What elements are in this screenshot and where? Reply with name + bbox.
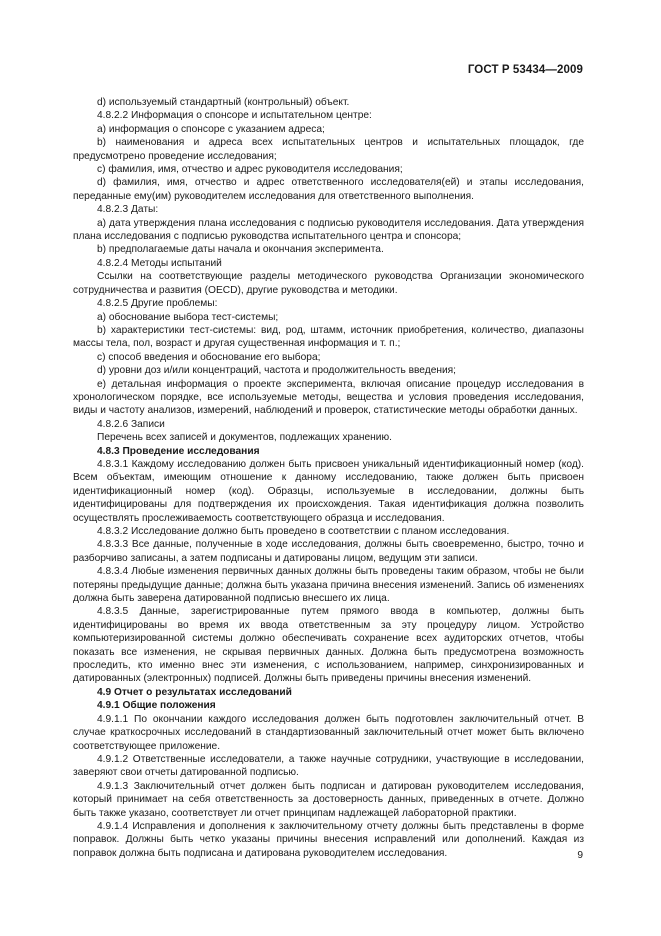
list-item-e: e) детальная информация о проекте эксперимента, включая описание процедур исследования в хронологическом порядке, все используемые методы, вещества и условия проведения исследования, виды и частоту анализов, измерений, наблюдений и проверок, статистические методы обработки данных. <box>73 378 584 417</box>
clause-4-8-2-5: 4.8.2.5 Другие проблемы: <box>97 298 218 310</box>
list-item-c: c) способ введения и обоснование его выбора; <box>97 351 321 363</box>
section-heading-4-8-3: 4.8.3 Проведение исследования <box>97 445 260 457</box>
list-item-d: d) используемый стандартный (контрольный) объект. <box>97 97 350 108</box>
clause-4-8-3-5: 4.8.3.5 Данные, зарегистрированные путем прямого ввода в компьютер, должны быть идентифицированы во время их ввода ответственным за эту процедуру лицом. Устройство компьютеризированной системы должно обеспечивать сохранение всех аудиторских отчетов, чтобы показать все изменения, не скрывая первичных данных. Должна быть предусмотрена возможность проследить, кто именно внес эти изменения, с использованием, например, синхронизированных и датированных (электронных) подписей. Должны быть приведены причины внесения изменений. <box>73 606 584 685</box>
page-number: 9 <box>577 850 583 861</box>
document-body <box>73 96 584 860</box>
paragraph-text: Ссылки на соответствующие разделы методического руководства Организации экономического сотрудничества и развития (OECD), другие руководства и методики. <box>73 271 584 296</box>
clause-4-8-3-3: 4.8.3.3 Все данные, полученные в ходе исследования, должны быть своевременно, быстро, точно и разборчиво записаны, а затем подписаны и датированы лицом, ведущим эти записи. <box>73 539 584 564</box>
clause-4-8-2-2: 4.8.2.2 Информация о спонсоре и испытательном центре: <box>97 110 372 122</box>
clause-4-8-2-6: 4.8.2.6 Записи <box>97 418 165 430</box>
list-item-a: a) информация о спонсоре с указанием адреса; <box>97 123 325 135</box>
document-id-header: ГОСТ Р 53434—2009 <box>467 64 583 76</box>
list-item-a: a) обоснование выбора тест-системы; <box>97 311 279 323</box>
list-item-d: d) уровни доз и/или концентраций, частота и продолжительность введения; <box>97 365 457 377</box>
clause-4-9-1-1: 4.9.1.1 По окончании каждого исследования должен быть подготовлен заключительный отчет. В случае краткосрочных исследований в стандартизованный заключительный отчет может быть включено соответствующее приложение. <box>73 713 584 752</box>
list-item-b: b) наименования и адреса всех испытательных центров и испытательных площадок, где предусмотрено проведение исследования; <box>73 137 584 162</box>
paragraph-text: Перечень всех записей и документов, подлежащих хранению. <box>97 432 392 444</box>
clause-4-8-3-1: 4.8.3.1 Каждому исследованию должен быть присвоен уникальный идентификационный номер (код). Всем объектам, имеющим отношение к данному исследованию, также должен быть присвоен идентификационный номер (код). Образцы, используемые в исследовании, должны быть идентифицированы для подтверждения их происхождения. Такая идентификация должна позволить осуществлять прослеживаемость соответствующего образца и исследования. <box>73 458 584 524</box>
clause-4-8-3-2: 4.8.3.2 Исследование должно быть проведено в соответствии с планом исследования. <box>97 526 510 537</box>
section-heading-4-9: 4.9 Отчет о результатах исследований <box>97 686 292 698</box>
list-item-d: d) фамилия, имя, отчество и адрес ответственного исследователя(ей) и этапы исследования, переданные ему(им) руководителем исследования для ответственного выполнения. <box>73 177 584 202</box>
clause-4-9-1-3: 4.9.1.3 Заключительный отчет должен быть подписан и датирован руководителем исследования, который принимает на себя ответственность за достоверность данных, приведенных в отчете. Должно быть также указано, соответствует ли отчет принципам надлежащей лабораторной практики. <box>73 780 584 819</box>
list-item-b: b) характеристики тест-системы: вид, род, штамм, источник приобретения, количество, диапазоны массы тела, пол, возраст и другая существенная информация и т. п.; <box>73 324 584 350</box>
list-item-b: b) предполагаемые даты начала и окончания эксперимента. <box>97 244 384 256</box>
clause-4-8-2-4: 4.8.2.4 Методы испытаний <box>97 257 222 269</box>
list-item-a: a) дата утверждения плана исследования с подписью руководителя исследования. Дата утверждения плана исследования с подписью руководства испытательного центра и спонсора; <box>73 217 584 243</box>
clause-4-9-1-2: 4.9.1.2 Ответственные исследователи, а также научные сотрудники, участвующие в исследовании, заверяют свои отчеты датированной подписью. <box>73 753 584 779</box>
list-item-c: c) фамилия, имя, отчество и адрес руководителя исследования; <box>97 164 403 176</box>
clause-4-9-1-4: 4.9.1.4 Исправления и дополнения к заключительному отчету должны быть представлены в форме поправок. Должны быть четко указаны причины внесения исправлений или дополнений. Каждая из поправок должна быть подписана и датирована руководителем исследования. <box>73 820 584 859</box>
section-heading-4-9-1: 4.9.1 Общие положения <box>97 700 216 712</box>
clause-4-8-3-4: 4.8.3.4 Любые изменения первичных данных должны быть проведены таким образом, чтобы не были потеряны предыдущие данные; должна быть указана причина внесения изменений. Запись об изменениях должна быть заверена датированной подписью внесшего их лица. <box>73 566 584 605</box>
clause-4-8-2-3: 4.8.2.3 Даты: <box>97 204 159 216</box>
